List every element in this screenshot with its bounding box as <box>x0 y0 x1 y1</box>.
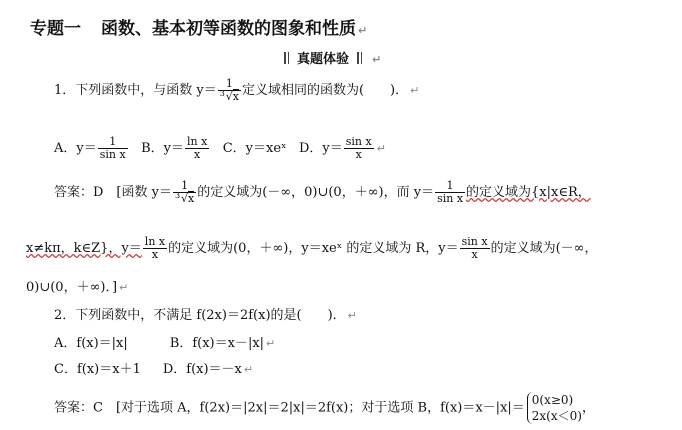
paragraph-mark-icon: ↵ <box>410 84 420 97</box>
q1-stem-text-end: 定义域相同的函数为( )． <box>241 83 409 98</box>
q1-stem-fraction: 1 3 √x <box>219 77 239 103</box>
option-b-fraction <box>185 136 209 161</box>
option-a: A．y＝ <box>54 141 97 156</box>
fraction-numerator: 1 <box>98 136 128 149</box>
fraction-numerator: ln x <box>144 235 166 248</box>
bar-right-icon <box>357 52 362 64</box>
option-a: A．f(x)＝|x| <box>54 336 128 351</box>
q2-options-row-1 <box>54 332 275 351</box>
section-title: 真题体验 <box>297 52 350 67</box>
option-d: D．y＝ <box>298 141 343 156</box>
answer-text: 的定义域为(0，＋∞)，y＝xeˣ 的定义域为 R，y＝ <box>168 241 459 256</box>
q2-stem-text: 2．下列函数中，不满足 f(2x)＝2f(x)的是( )． <box>54 308 346 323</box>
fraction-numerator: 1 <box>435 180 465 193</box>
option-c: C．f(x)＝x＋1 <box>54 362 141 377</box>
radical-index: 3 <box>174 191 181 200</box>
bar-left-icon <box>284 52 289 64</box>
answer-fraction <box>435 180 465 205</box>
answer-fraction <box>143 236 167 261</box>
q1-answer-line-3 <box>26 276 128 295</box>
title-text: 函数、基本初等函数的图象和性质 <box>101 19 356 39</box>
q2-stem <box>54 304 357 323</box>
paragraph-mark-icon: ↵ <box>266 337 276 350</box>
answer-text: 0)∪(0，＋∞)．] <box>26 280 118 295</box>
answer-text: 答案：D [函数 y＝ <box>54 185 172 200</box>
fraction-numerator: ln x <box>187 135 208 148</box>
answer-text: 的定义域为(－∞， <box>490 241 598 256</box>
q2-options-row-2 <box>54 358 253 377</box>
q1-stem-text: 1．下列函数中，与函数 y＝ <box>54 83 217 98</box>
answer-fraction: 1 3 √x <box>174 179 195 205</box>
option-d-fraction <box>344 136 374 161</box>
option-b: B．y＝ <box>141 141 184 156</box>
piecewise-function <box>527 392 582 424</box>
option-c: C．y＝xeˣ <box>222 141 287 156</box>
piece-case-1: 0(x≥0) <box>531 393 574 407</box>
option-a-fraction <box>98 136 128 161</box>
radical-index: 3 <box>219 89 225 98</box>
answer-fraction <box>460 236 490 261</box>
paragraph-mark-icon: ↵ <box>243 363 254 376</box>
page-title <box>30 14 367 39</box>
section-heading <box>276 48 381 67</box>
q1-answer-line-2 <box>26 236 598 261</box>
q2-answer <box>54 392 595 424</box>
paragraph-mark-icon: ↵ <box>347 309 357 322</box>
paragraph-mark-icon: ↵ <box>376 142 386 155</box>
title-topic: 专题一 <box>30 19 81 39</box>
fraction-denominator: sin x <box>99 148 126 161</box>
answer-text: x≠kπ，k∈Z}，y＝ <box>26 241 142 256</box>
piece-case-2: 2x(x＜0) <box>531 409 582 423</box>
fraction-numerator: 1 <box>218 78 241 91</box>
q1-answer-line-1 <box>54 180 591 205</box>
q1-options <box>54 136 386 161</box>
q1-stem <box>54 78 419 103</box>
radicand: x <box>232 90 239 103</box>
answer-text: ， <box>581 400 595 416</box>
answer-text: 答案：C [对于选项 A，f(2x)＝|2x|＝2|x|＝2f(x)；对于选项 B，f(x)＝x－|x|＝ <box>54 400 525 416</box>
fraction-denominator: sin x <box>437 192 464 205</box>
radicand: x <box>188 192 195 205</box>
fraction-numerator: sin x <box>461 235 488 248</box>
fraction-numerator: 1 <box>173 180 196 193</box>
option-d: D．f(x)＝－x <box>162 362 242 377</box>
answer-text: 的定义域为(－∞，0)∪(0，＋∞)，而 y＝ <box>197 185 435 200</box>
paragraph-mark-icon: ↵ <box>358 24 368 37</box>
fraction-denominator: x <box>471 248 478 261</box>
answer-text: 的定义域为{x|x∈R， <box>466 185 591 200</box>
option-b: B．f(x)＝x－|x| <box>169 336 265 351</box>
fraction-denominator: x <box>355 148 362 161</box>
fraction-numerator: sin x <box>345 135 372 148</box>
fraction-denominator: x <box>194 148 201 161</box>
paragraph-mark-icon: ↵ <box>119 281 129 294</box>
paragraph-mark-icon: ↵ <box>372 53 382 66</box>
fraction-denominator: x <box>151 248 159 261</box>
